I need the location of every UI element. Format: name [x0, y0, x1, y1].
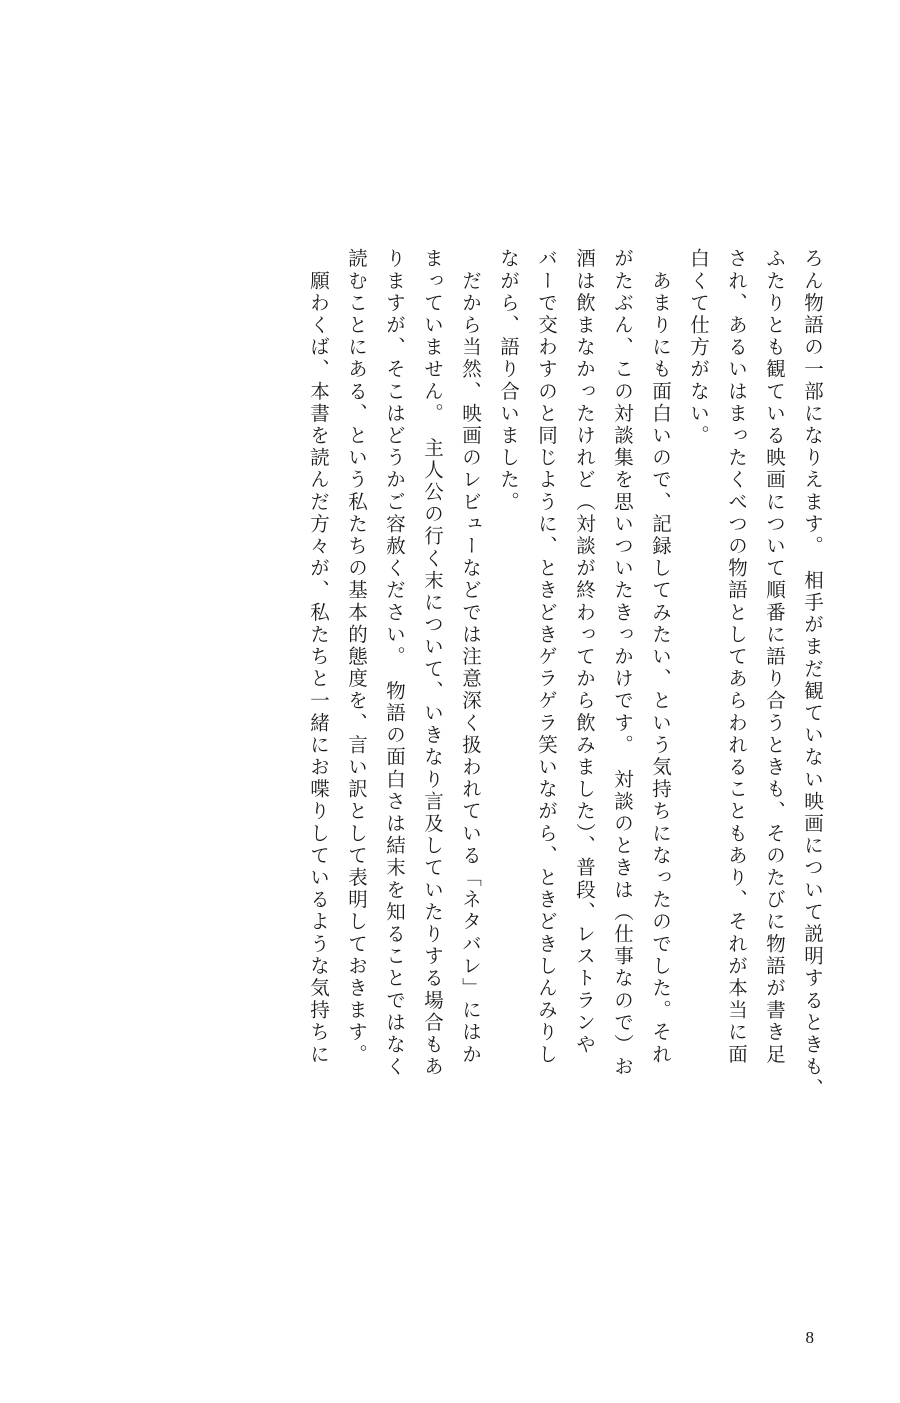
vertical-text-block: [290, 248, 822, 1228]
page-number: 8: [805, 1328, 814, 1347]
text-columns: [290, 248, 822, 1228]
text-column: 願わくば、本書を読んだ方々が、私たちと一緒にお喋りしているような気持ちに: [307, 248, 330, 1066]
text-column: バーで交わすのと同じように、ときどきゲラゲラ笑いながら、ときどきしんみりし: [535, 248, 558, 1066]
text-column: ながら、語り合いました。: [497, 248, 520, 514]
text-column: あまりにも面白いので、記録してみたい、という気持ちになったのでした。それ: [649, 248, 672, 1066]
text-column: りますが、そこはどうかご容赦ください。 物語の面白さは結末を知ることではなく: [383, 248, 406, 1079]
text-column: 酒は飲まなかったけれど（対談が終わってから飲みました）、普段、レストランや: [573, 248, 596, 1056]
text-column: 読むことにある、という私たちの基本的態度を、言い訳として表明しておきます。: [345, 248, 368, 1066]
text-column: 白くて仕方がない。: [687, 248, 710, 447]
text-column: がたぶん、この対談集を思いついたきっかけです。 対談のときは（仕事なので）お: [611, 248, 634, 1079]
text-column: され、あるいはまったくべつの物語としてあらわれることもあり、それが本当に面: [725, 248, 748, 1066]
text-column: まっていません。 主人公の行く末について、いきなり言及していたりする場合もあ: [421, 248, 444, 1079]
text-column: だから当然、映画のレビューなどでは注意深く扱われている「ネタバレ」にはか: [459, 248, 482, 1066]
text-column: ふたりとも観ている映画について順番に語り合うときも、そのたびに物語が書き足: [763, 248, 786, 1066]
text-column: ろん物語の一部になりえます。 相手がまだ観ていない映画について説明するときも、: [801, 248, 824, 1101]
